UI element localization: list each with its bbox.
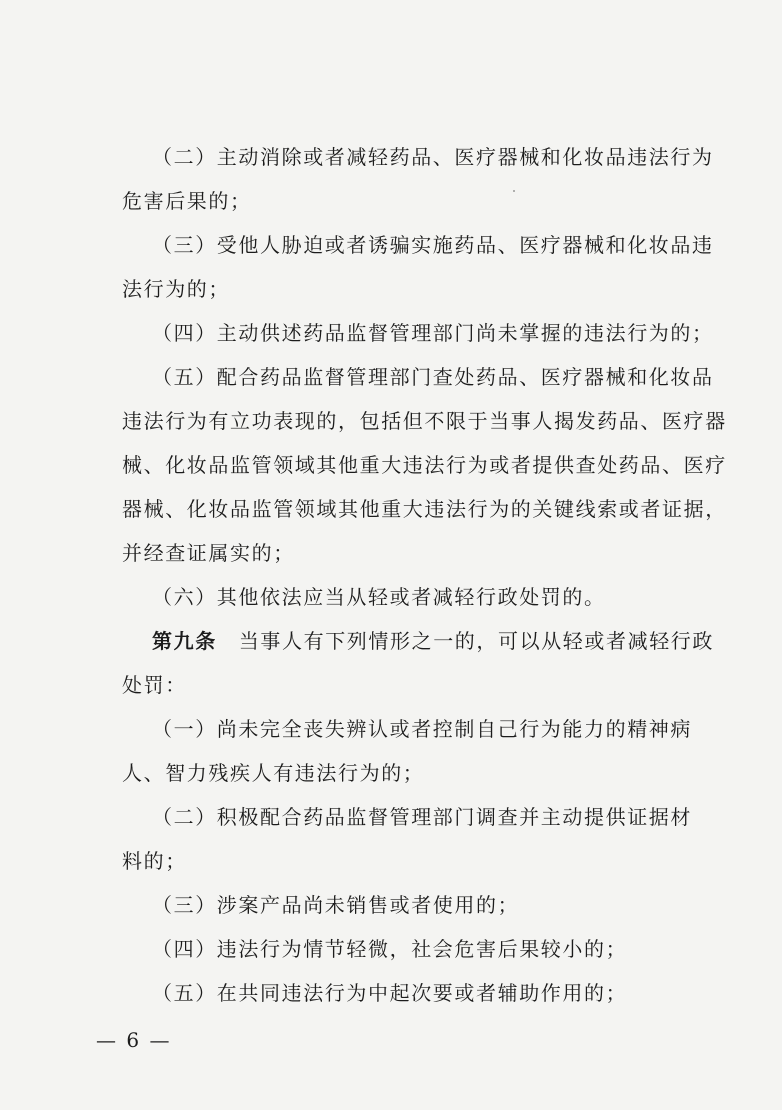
list-item-line: （二）积极配合药品监督管理部门调查并主动提供证据材 (152, 805, 692, 829)
paragraph-line: （六）其他依法应当从轻或者减轻行政处罚的。 (152, 585, 606, 609)
list-item-line: （三）涉案产品尚未销售或者使用的； (152, 893, 520, 917)
list-item-line: 人、智力残疾人有违法行为的； (122, 761, 425, 785)
paragraph-line: （二）主动消除或者减轻药品、医疗器械和化妆品违法行为 (152, 145, 714, 169)
list-item-line: （五）在共同违法行为中起次要或者辅助作用的； (152, 981, 628, 1005)
paragraph-line: 并经查证属实的； (122, 541, 295, 565)
article-text: 当事人有下列情形之一的，可以从轻或者减轻行政 (238, 629, 715, 653)
list-item-line: （四）违法行为情节轻微，社会危害后果较小的； (152, 937, 628, 961)
scan-speck (513, 190, 515, 192)
paragraph-line: 器械、化妆品监管领域其他重大违法行为的关键线索或者证据， (122, 497, 727, 521)
article-label: 第九条 (152, 629, 217, 653)
paragraph-line: （三）受他人胁迫或者诱骗实施药品、医疗器械和化妆品违 (152, 233, 714, 257)
paragraph-line: 处罚： (122, 673, 187, 697)
paragraph-line: 违法行为有立功表现的，包括但不限于当事人揭发药品、医疗器 (122, 409, 727, 433)
list-item-line: （一）尚未完全丧失辨认或者控制自己行为能力的精神病 (152, 717, 692, 741)
article-heading-line (152, 628, 714, 654)
paragraph-line: 械、化妆品监管领域其他重大违法行为或者提供查处药品、医疗 (122, 453, 727, 477)
paragraph-line: （四）主动供述药品监督管理部门尚未掌握的违法行为的； (152, 321, 714, 345)
list-item-line: 料的； (122, 849, 187, 873)
paragraph-line: 法行为的； (122, 277, 230, 301)
paragraph-line: （五）配合药品监督管理部门查处药品、医疗器械和化妆品 (152, 365, 714, 389)
paragraph-line: 危害后果的； (122, 189, 252, 213)
page-number: — 6 — (96, 1028, 172, 1052)
